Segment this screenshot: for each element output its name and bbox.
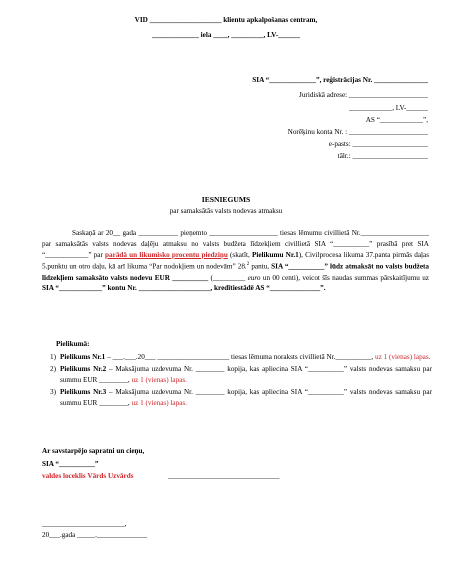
body-text-4: pantu, xyxy=(249,262,272,271)
attachment-title: Pielikums Nr.1 xyxy=(60,353,106,361)
attachment-item-3 xyxy=(42,387,432,409)
attachment-title: Pielikums Nr.3 xyxy=(60,388,107,396)
amount-in-words: _________ euro xyxy=(212,273,261,282)
sender-company: SIA “_____________”, reģistrācijas Nr. _______________ xyxy=(252,76,428,84)
body-paragraph xyxy=(42,228,429,294)
attachment-pages: uz 1 (vienas) lapas. xyxy=(131,376,187,384)
body-text-1: Saskaņā ar 20__ gada ___________ pieņemto ___________________ tiesas lēmumu civillietā Nr.___________________ par samaksātās valsts nodevas daļēju atmaksu no valsts budžeta līdzekļiem civillietā SIA “__________” prasībā pret SIA “____________” par xyxy=(42,229,429,259)
bank-account-details: SIA “____________” kontu Nr. ____________________, kredītiestādē AS “______________”. xyxy=(42,284,326,293)
sender-phone: tālr.: _____________________ xyxy=(337,152,428,160)
sender-email: e-pasts: _____________________ xyxy=(328,140,428,148)
attachments-heading: Pielikumā: xyxy=(56,340,90,348)
body-text-3: ), Civilprocesa likuma 37.panta pirmās daļas 5.punktu un otro daļu, kā arī likuma “Par nodokļiem un nodevām” 28. xyxy=(42,250,429,271)
sender-address: Juridiskā adrese: ______________________ xyxy=(299,91,428,99)
signature-line: _______________________________ xyxy=(168,472,280,480)
sender-account: Norēķinu konta Nr. : ______________________ xyxy=(287,128,428,136)
article-superscript: 2 xyxy=(246,262,250,268)
refund-request: SIA “__________” lūdz atmaksāt no valsts budžeta līdzekļiem samaksāto valsts nodevu EUR __________ xyxy=(42,262,430,282)
closing-company: SIA “__________” xyxy=(42,460,99,468)
claim-subject: parādā un likumisko procentu piedziņu xyxy=(105,250,228,259)
attachment-number: 3) xyxy=(50,388,56,396)
document-subtitle: par samaksātās valsts nodevas atmaksu xyxy=(169,207,283,215)
attachment-number: 2) xyxy=(50,365,56,373)
body-text-6: un 00 centi), veicot šīs naudas summas pārskaitījumu uz xyxy=(260,273,429,282)
body-text-2: (skatīt, xyxy=(227,250,252,259)
attachment-text: – Maksājuma uzdevuma Nr. ________ kopija, kas apliecina SIA “__________” valsts nodevas samaksu par summu EUR ________, xyxy=(60,365,432,384)
attachment-text: – Maksājuma uzdevuma Nr. ________ kopija, kas apliecina SIA “__________” valsts nodevas samaksu par summu EUR ________, xyxy=(60,388,432,407)
attachment-pages: uz 1 (vienas) lapas. xyxy=(374,353,431,361)
attachment-ref: Pielikumu Nr.1 xyxy=(251,250,299,259)
document-title: IESNIEGUMS xyxy=(201,195,251,204)
attachment-item-1 xyxy=(42,352,432,363)
attachment-title: Pielikums Nr.2 xyxy=(60,365,107,373)
sender-city: ____________, LV-______ xyxy=(349,104,428,112)
attachment-pages: uz 1 (vienas) lapas. xyxy=(131,399,187,407)
date-line: 20___.gada _____.______________ xyxy=(42,531,148,539)
sender-bank: AS “____________”, xyxy=(365,116,428,124)
recipient-line-1: VID ____________________ klientu apkalpošanas centram, xyxy=(134,16,318,24)
attachment-item-2 xyxy=(42,364,432,386)
place-line: _______________________, xyxy=(42,520,127,528)
signer-name: valdes loceklis Vārds Uzvārds xyxy=(42,472,134,480)
attachment-number: 1) xyxy=(50,353,56,361)
closing-respect: Ar savstarpējo sapratni un cieņu, xyxy=(42,447,145,455)
recipient-line-2: _____________ iela ____, _________, LV-______ xyxy=(152,31,300,39)
body-text-5: ( xyxy=(208,273,213,282)
attachment-text: – ___.___.20___ ____________________ tiesas lēmuma noraksts civillietā Nr.__________, xyxy=(105,353,375,361)
attachments-list xyxy=(42,352,432,410)
